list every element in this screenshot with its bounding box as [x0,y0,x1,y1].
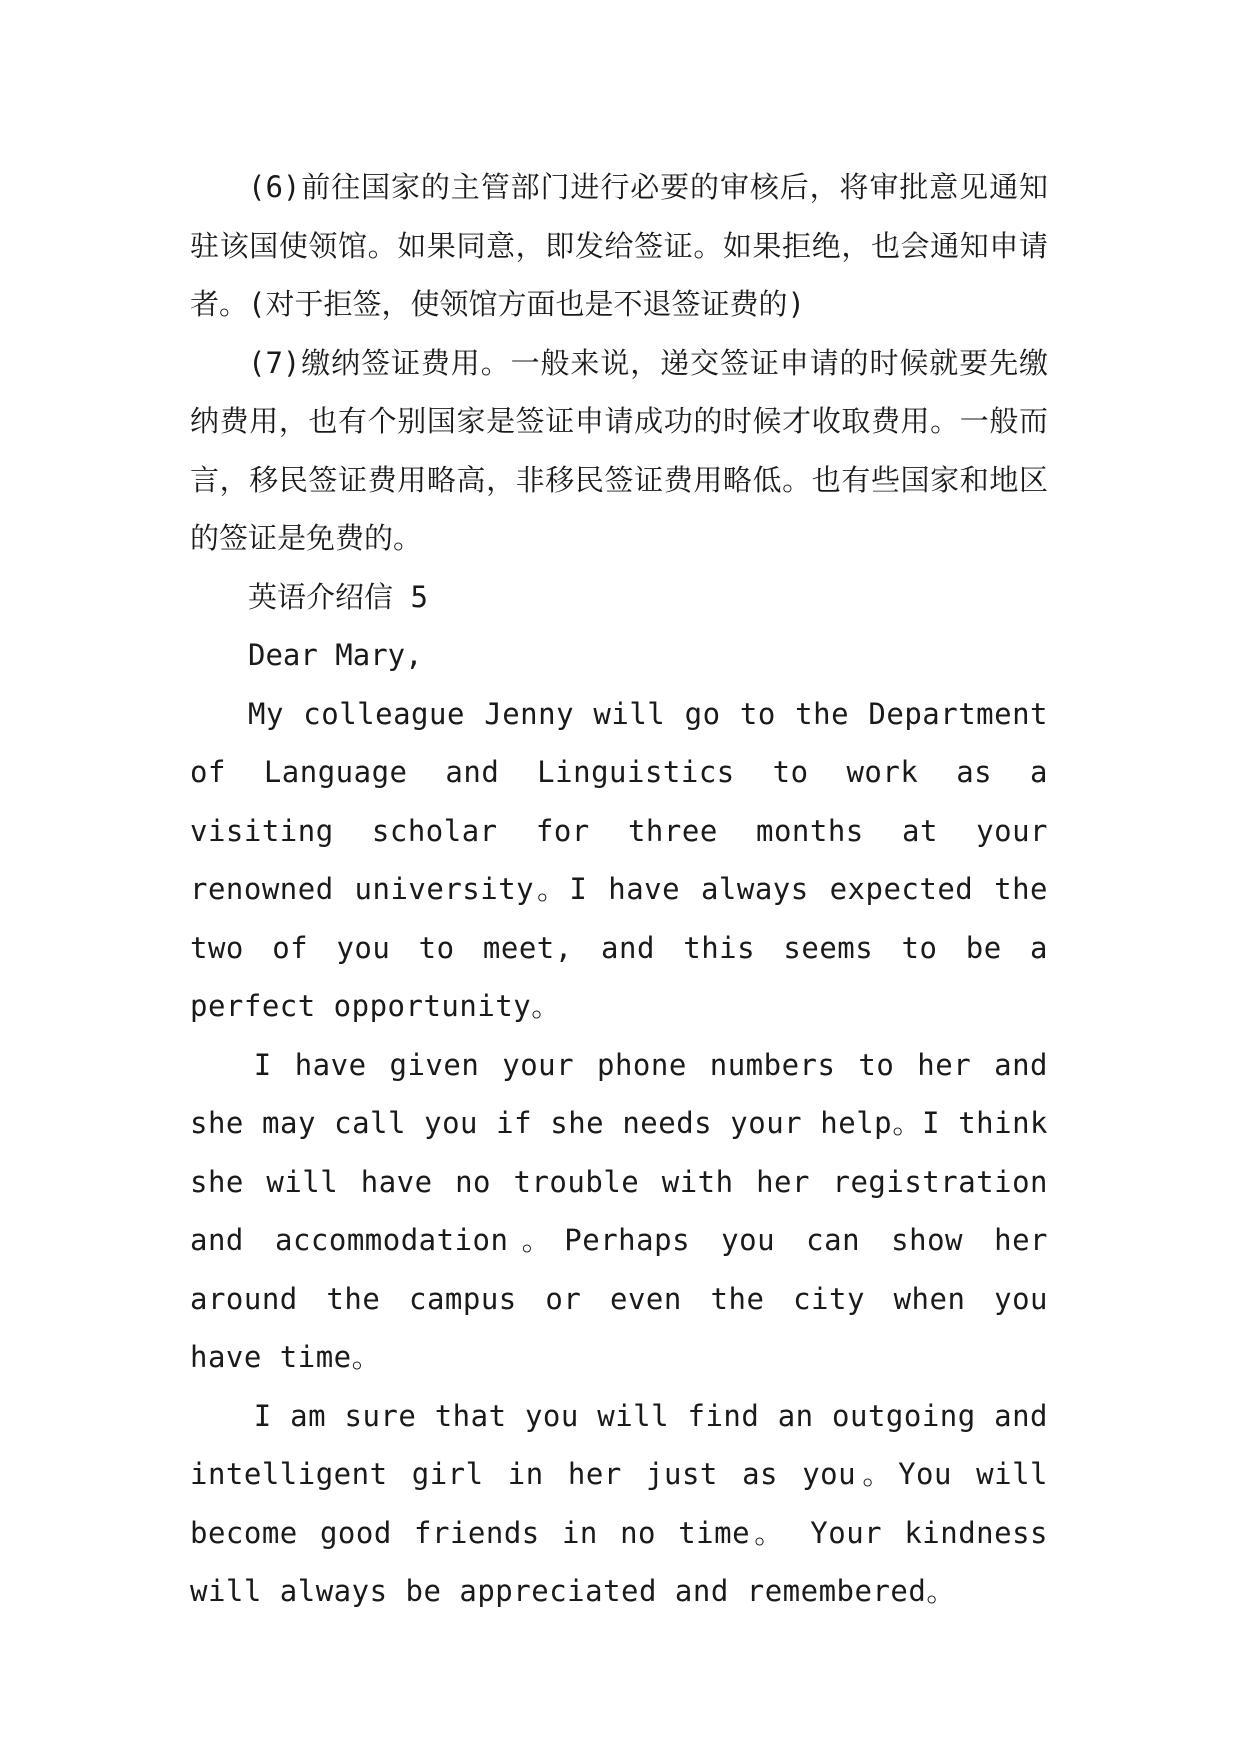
letter-paragraph-2: I have given your phone numbers to her and she may call you if she needs your help。I think she will have no trouble with her registration and accommodation。Perhaps you can show her around the campus or even the city when you have time。 [190,1047,1048,1374]
document-body [190,158,1048,1621]
paragraph-step-6: (6)前往国家的主管部门进行必要的审核后，将审批意见通知驻该国使领馆。如果同意，即发给签证。如果拒绝，也会通知申请者。(对于拒签，使领馆方面也是不退签证费的) [190,170,1048,321]
paragraph-step-7: (7)缴纳签证费用。一般来说，递交签证申请的时候就要先缴纳费用，也有个别国家是签证申请成功的时候才收取费用。一般而言，移民签证费用略高，非移民签证费用略低。也有些国家和地区的签证是免费的。 [190,345,1048,555]
letter-paragraph-1: My colleague Jenny will go to the Department of Language and Linguistics to work as a visiting scholar for three months at your renowned university。I have always expected the two of you to meet, and this seems to be a perfect opportunity。 [190,696,1048,1023]
letter-salutation: Dear Mary, [248,638,423,672]
letter-paragraph-3: I am sure that you will find an outgoing and intelligent girl in her just as you。You will become good friends in no time。 Your kindness will always be appreciated and remembered。 [190,1398,1048,1608]
section-heading: 英语介绍信 5 [248,579,428,614]
